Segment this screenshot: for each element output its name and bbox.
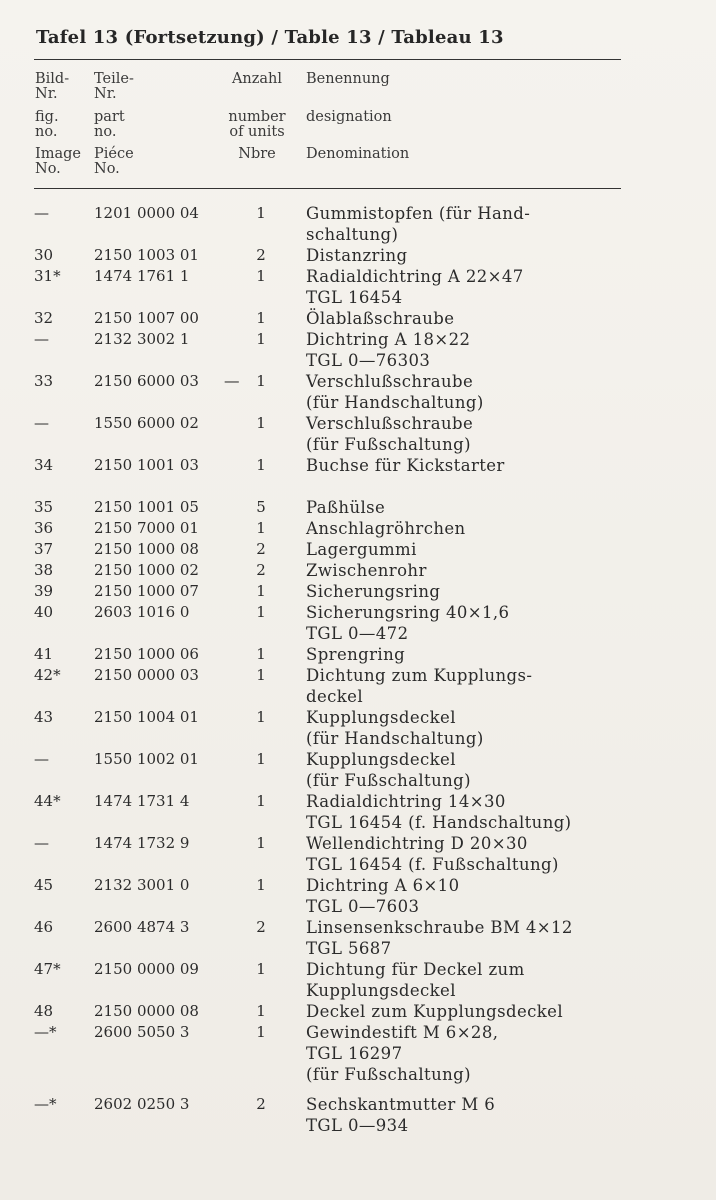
- description: Zwischenrohr: [306, 561, 427, 580]
- description-continued: TGL 16297: [306, 1044, 403, 1063]
- header-fig-de-line: Nr.: [35, 86, 58, 102]
- header-desc-de: [306, 72, 506, 87]
- description-continued: TGL 0—472: [306, 624, 409, 643]
- quantity: 1: [256, 414, 266, 432]
- table-row: [0, 497, 716, 518]
- table-row: [0, 245, 716, 266]
- quantity: 1: [256, 1023, 266, 1041]
- quantity: 1: [256, 603, 266, 621]
- description: Lagergummi: [306, 540, 417, 559]
- quantity: 1: [256, 645, 266, 663]
- quantity: 1: [256, 372, 266, 390]
- header-qty-fr-line: Nbre: [238, 146, 276, 162]
- header-part-de: [94, 72, 174, 102]
- parts-list: [0, 203, 716, 1136]
- description: Deckel zum Kupplungsdeckel: [306, 1002, 564, 1021]
- header-qty-en-line: of units: [229, 124, 285, 140]
- quantity: 1: [256, 204, 266, 222]
- header-part-fr-line: No.: [94, 161, 120, 177]
- header-part-en-line: no.: [94, 124, 117, 140]
- description: Kupplungsdeckel: [306, 708, 456, 727]
- header-top-rule: [34, 59, 621, 60]
- quantity: 1: [256, 666, 266, 684]
- part-number: 2600 5050 3: [94, 1023, 190, 1041]
- fig-number: 33: [34, 372, 54, 390]
- description-continued: (für Fußschaltung): [306, 771, 471, 790]
- header-fig-fr-line: Image: [35, 146, 81, 162]
- quantity: 2: [256, 1095, 266, 1113]
- fig-number: 40: [34, 603, 54, 621]
- header-desc-en: [306, 110, 506, 125]
- part-number: 1550 6000 02: [94, 414, 199, 432]
- description-continued: (für Fußschaltung): [306, 435, 471, 454]
- table-row: [0, 707, 716, 749]
- table-row: [0, 875, 716, 917]
- fig-number: 47*: [34, 960, 61, 978]
- part-number: 2150 1000 07: [94, 582, 199, 600]
- description-continued: schaltung): [306, 225, 399, 244]
- header-fig-fr-line: No.: [35, 161, 61, 177]
- part-number: 2150 7000 01: [94, 519, 199, 537]
- description-continued: (für Handschaltung): [306, 393, 484, 412]
- fig-number: —: [34, 750, 49, 768]
- description: Dichtring A 18×22: [306, 330, 471, 349]
- quantity: 1: [256, 456, 266, 474]
- fig-number: 46: [34, 918, 54, 936]
- part-number: 2600 4874 3: [94, 918, 190, 936]
- header-part-de-line: Nr.: [94, 86, 117, 102]
- description: Dichtung zum Kupplungs-: [306, 666, 533, 685]
- quantity: 1: [256, 519, 266, 537]
- fig-number: —: [34, 330, 49, 348]
- description: Sprengring: [306, 645, 406, 664]
- table-row: [0, 413, 716, 455]
- part-number: 2150 1000 02: [94, 561, 199, 579]
- header-fig-de: [35, 72, 95, 102]
- quantity: 2: [256, 246, 266, 264]
- table-row: [0, 266, 716, 308]
- header-fig-de-line: Bild-: [35, 71, 70, 87]
- part-number: 2150 0000 08: [94, 1002, 199, 1020]
- header-part-fr: [94, 147, 174, 177]
- part-number: 2602 0250 3: [94, 1095, 190, 1113]
- fig-number: —*: [34, 1023, 57, 1041]
- table-row: [0, 329, 716, 371]
- part-number: 2150 0000 09: [94, 960, 199, 978]
- fig-number: 38: [34, 561, 54, 579]
- header-fig-fr: [35, 147, 95, 177]
- description-continued: TGL 16454 (f. Fußschaltung): [306, 855, 559, 874]
- description-continued: TGL 0—7603: [306, 897, 420, 916]
- part-number: 2603 1016 0: [94, 603, 190, 621]
- header-fig-en-line: fig.: [35, 109, 59, 125]
- quantity: 1: [256, 750, 266, 768]
- part-number: 2150 1001 03: [94, 456, 199, 474]
- part-number: 2132 3001 0: [94, 876, 190, 894]
- header-desc-fr-line: Denomination: [306, 146, 410, 162]
- quantity: 1: [256, 309, 266, 327]
- table-row: [0, 455, 716, 476]
- part-dash: —: [224, 372, 240, 390]
- description: Dichtring A 6×10: [306, 876, 460, 895]
- part-number: 2132 3002 1: [94, 330, 190, 348]
- header-qty-de: [222, 72, 292, 87]
- table-row: [0, 665, 716, 707]
- fig-number: —: [34, 414, 49, 432]
- part-number: 1474 1732 9: [94, 834, 190, 852]
- description: Kupplungsdeckel: [306, 750, 456, 769]
- quantity: 1: [256, 834, 266, 852]
- fig-number: 36: [34, 519, 54, 537]
- quantity: 1: [256, 876, 266, 894]
- description: Radialdichtring A 22×47: [306, 267, 524, 286]
- table-row: [0, 917, 716, 959]
- fig-number: 39: [34, 582, 54, 600]
- description: Dichtung für Deckel zum: [306, 960, 525, 979]
- part-number: 1550 1002 01: [94, 750, 199, 768]
- fig-number: 43: [34, 708, 54, 726]
- description-continued: (für Fußschaltung): [306, 1065, 471, 1084]
- header-bottom-rule: [34, 188, 621, 189]
- fig-number: 35: [34, 498, 54, 516]
- quantity: 2: [256, 561, 266, 579]
- part-number: 2150 1000 08: [94, 540, 199, 558]
- fig-number: 31*: [34, 267, 61, 285]
- header-fig-en: [35, 110, 95, 140]
- quantity: 1: [256, 267, 266, 285]
- table-row: [0, 518, 716, 539]
- fig-number: 45: [34, 876, 54, 894]
- table-row: [0, 539, 716, 560]
- description-continued: TGL 16454 (f. Handschaltung): [306, 813, 572, 832]
- quantity: 1: [256, 582, 266, 600]
- fig-number: 34: [34, 456, 54, 474]
- header-desc-de-line: Benennung: [306, 71, 390, 87]
- header-desc-en-line: designation: [306, 109, 392, 125]
- quantity: 2: [256, 918, 266, 936]
- description-continued: deckel: [306, 687, 364, 706]
- fig-number: 44*: [34, 792, 61, 810]
- header-part-de-line: Teile-: [94, 71, 134, 87]
- part-number: 1474 1761 1: [94, 267, 190, 285]
- description: Verschlußschraube: [306, 372, 474, 391]
- description: Sicherungsring 40×1,6: [306, 603, 510, 622]
- fig-number: —*: [34, 1095, 57, 1113]
- description: Buchse für Kickstarter: [306, 456, 505, 475]
- description-continued: (für Handschaltung): [306, 729, 484, 748]
- description: Ölablaßschraube: [306, 309, 455, 328]
- fig-number: —: [34, 834, 49, 852]
- table-row: [0, 959, 716, 1001]
- header-part-en-line: part: [94, 109, 125, 125]
- part-number: 2150 1000 06: [94, 645, 199, 663]
- quantity: 2: [256, 540, 266, 558]
- part-number: 2150 1003 01: [94, 246, 199, 264]
- fig-number: 41: [34, 645, 54, 663]
- quantity: 1: [256, 330, 266, 348]
- fig-number: 37: [34, 540, 54, 558]
- header-fig-en-line: no.: [35, 124, 58, 140]
- table-row: [0, 644, 716, 665]
- fig-number: 30: [34, 246, 54, 264]
- quantity: 1: [256, 792, 266, 810]
- part-number: 2150 0000 03: [94, 666, 199, 684]
- header-qty-fr: [222, 147, 292, 162]
- description: Distanzring: [306, 246, 408, 265]
- table-row: [0, 602, 716, 644]
- header-qty-en-line: number: [228, 109, 286, 125]
- quantity: 1: [256, 1002, 266, 1020]
- part-number: 2150 1007 00: [94, 309, 199, 327]
- description: Gewindestift M 6×28,: [306, 1023, 499, 1042]
- description: Anschlagröhrchen: [306, 519, 466, 538]
- table-row: [0, 1001, 716, 1022]
- description: Paßhülse: [306, 498, 386, 517]
- part-number: 1201 0000 04: [94, 204, 199, 222]
- description: Verschlußschraube: [306, 414, 474, 433]
- description-continued: Kupplungsdeckel: [306, 981, 456, 1000]
- quantity: 1: [256, 960, 266, 978]
- header-part-fr-line: Piéce: [94, 146, 134, 162]
- part-number: 2150 1001 05: [94, 498, 199, 516]
- table-row: [0, 1094, 716, 1136]
- fig-number: —: [34, 204, 49, 222]
- header-part-en: [94, 110, 174, 140]
- description: Linsensenkschraube BM 4×12: [306, 918, 573, 937]
- table-row: [0, 308, 716, 329]
- table-row: [0, 749, 716, 791]
- quantity: 5: [256, 498, 266, 516]
- description: Wellendichtring D 20×30: [306, 834, 528, 853]
- table-row: [0, 371, 716, 413]
- fig-number: 42*: [34, 666, 61, 684]
- description-continued: TGL 5687: [306, 939, 392, 958]
- description-continued: TGL 0—934: [306, 1116, 409, 1135]
- table-row: [0, 1022, 716, 1085]
- description: Sicherungsring: [306, 582, 441, 601]
- description: Gummistopfen (für Hand-: [306, 204, 531, 223]
- description-continued: TGL 16454: [306, 288, 403, 307]
- part-number: 2150 1004 01: [94, 708, 199, 726]
- part-number: 2150 6000 03: [94, 372, 199, 390]
- table-row: [0, 560, 716, 581]
- page-title: Tafel 13 (Fortsetzung) / Table 13 / Tableau 13: [36, 27, 504, 48]
- table-row: [0, 833, 716, 875]
- header-qty-de-line: Anzahl: [231, 71, 283, 87]
- table-row: [0, 203, 716, 245]
- quantity: 1: [256, 708, 266, 726]
- table-row: [0, 581, 716, 602]
- fig-number: 32: [34, 309, 54, 327]
- table-row: [0, 791, 716, 833]
- header-desc-fr: [306, 147, 506, 162]
- fig-number: 48: [34, 1002, 54, 1020]
- header-qty-en: [222, 110, 292, 140]
- description: Radialdichtring 14×30: [306, 792, 506, 811]
- part-number: 1474 1731 4: [94, 792, 190, 810]
- description: Sechskantmutter M 6: [306, 1095, 496, 1114]
- description-continued: TGL 0—76303: [306, 351, 431, 370]
